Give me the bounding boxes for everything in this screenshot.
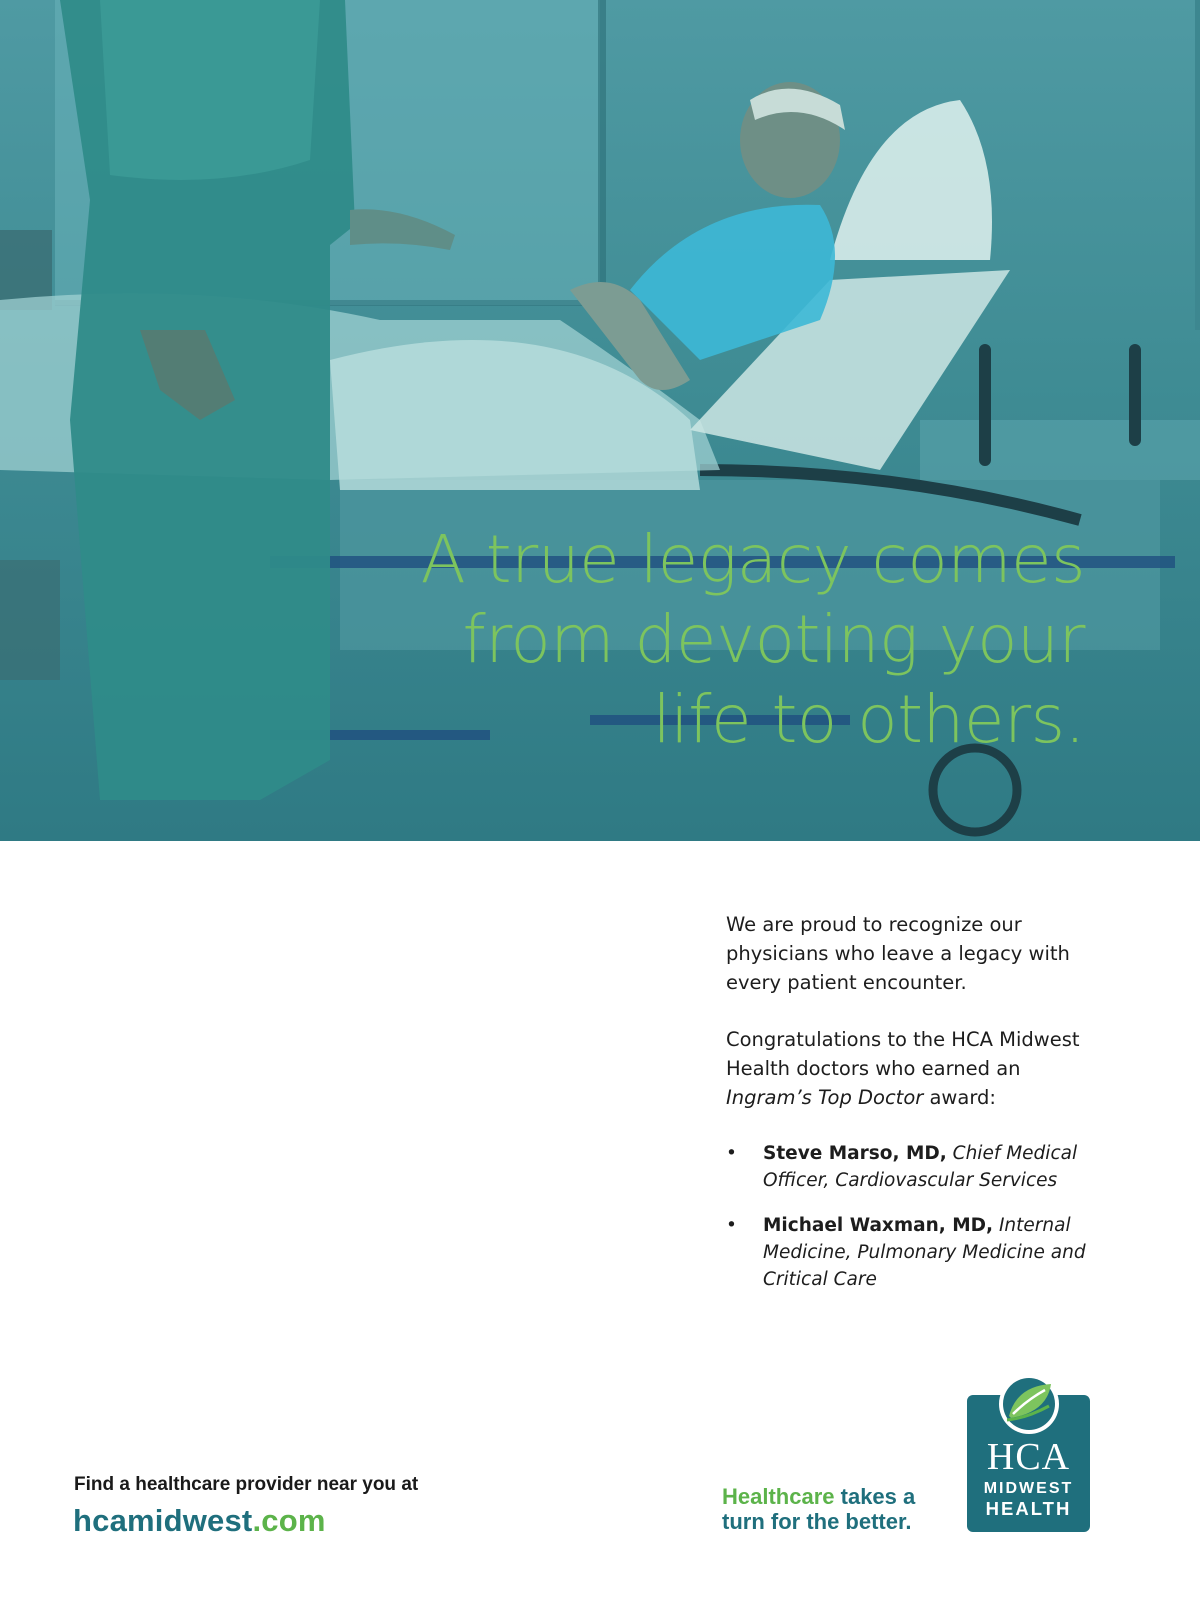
bullet-icon: • (726, 1215, 737, 1236)
list-item (726, 1140, 1106, 1194)
url-tld: .com (252, 1503, 326, 1538)
congrats-suffix: award: (923, 1086, 996, 1109)
congrats-text: Congratulations to the HCA Midwest Health doctors who earned an (726, 1028, 1080, 1080)
tagline-healthcare: Healthcare (722, 1484, 835, 1509)
intro-paragraph: We are proud to recognize our physicians who leave a legacy with every patient encounter. (726, 913, 1070, 994)
headline-line-3: life to others. (652, 681, 1085, 758)
congratulations-paragraph (726, 1025, 1106, 1112)
body-copy (726, 910, 1106, 1311)
award-name: Ingram’s Top Doctor (726, 1086, 924, 1109)
bullet-icon: • (726, 1143, 737, 1164)
headline (325, 520, 1085, 760)
headline-line-2: from devoting your (462, 601, 1085, 678)
logo-health: HEALTH (985, 1498, 1072, 1519)
tagline (722, 1484, 915, 1534)
leaf-logo-icon (997, 1372, 1061, 1436)
doctor-name: Michael Waxman, MD, (763, 1215, 994, 1236)
find-provider-text: Find a healthcare provider near you at (74, 1474, 419, 1495)
list-item (726, 1212, 1106, 1293)
url-domain: hcamidwest (73, 1503, 253, 1538)
logo-midwest: MIDWEST (983, 1480, 1074, 1497)
award-list (726, 1140, 1106, 1293)
tagline-takes-a: takes a (834, 1484, 916, 1509)
logo-hca: HCA (986, 1436, 1071, 1478)
doctor-title: Internal Medicine, Pulmonary Medicine and Critical Care (763, 1215, 1086, 1290)
tagline-line-1 (722, 1484, 915, 1509)
headline-line-1: A true legacy comes (420, 521, 1085, 598)
doctor-name: Steve Marso, MD, (763, 1143, 947, 1164)
website-link[interactable] (73, 1503, 326, 1539)
doctor-title: Chief Medical Officer, Cardiovascular Services (763, 1143, 1078, 1191)
tagline-line-2: turn for the better. (722, 1509, 912, 1534)
